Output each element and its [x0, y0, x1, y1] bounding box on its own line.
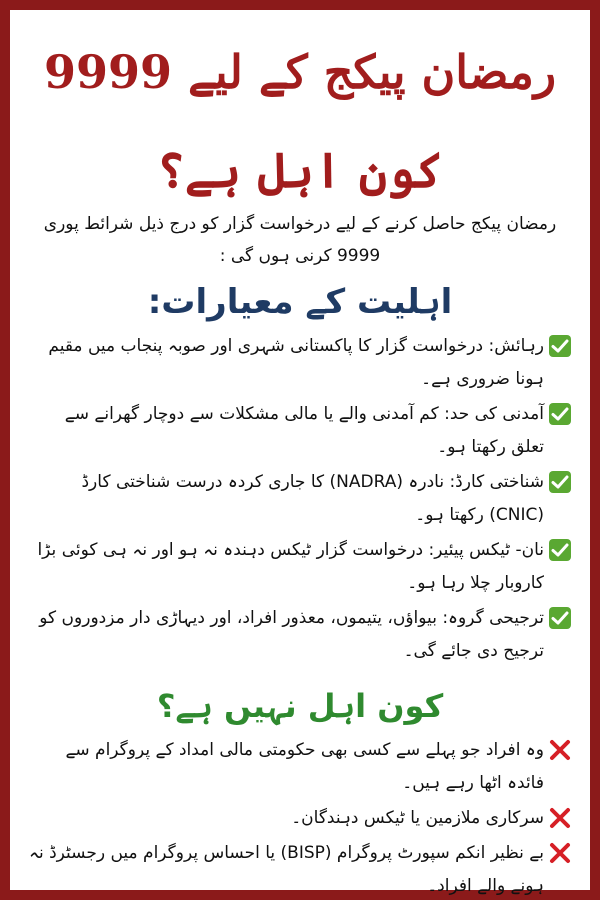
eligibility-item-text: شناختی کارڈ: نادرہ (NADRA) کا جاری کردہ درست شناختی کارڈ (CNIC) رکھتا ہو۔ [81, 472, 544, 525]
ineligible-item-text: وہ افراد جو پہلے سے کسی بھی حکومتی مالی امداد کے پروگرام سے فائدہ اٹھا رہے ہیں۔ [65, 740, 544, 793]
eligibility-list [28, 330, 572, 668]
ineligible-item [28, 802, 572, 835]
cross-icon [548, 738, 572, 762]
ineligible-heading: کون اہل نہیں ہے؟ [156, 687, 444, 725]
ineligible-item [28, 734, 572, 800]
check-box-icon [548, 606, 572, 630]
eligibility-item-text: آمدنی کی حد: کم آمدنی والے یا مالی مشکلات سے دوچار گھرانے سے تعلق رکھتا ہو۔ [64, 404, 544, 457]
eligibility-item [28, 534, 572, 600]
eligibility-item-text: ترجیحی گروہ: بیواؤں، یتیموں، معذور افراد، اور دیہاڑی دار مزدوروں کو ترجیح دی جائے گی۔ [39, 608, 544, 661]
title-line-2: کون اہل ہے؟ [156, 143, 444, 199]
eligibility-item-text: نان- ٹیکس پیئیر: درخواست گزار ٹیکس دہندہ نہ ہو اور نہ ہی کوئی بڑا کاروبار چلا رہا ہو۔ [37, 540, 544, 593]
ineligible-list [28, 734, 572, 903]
ineligible-item [28, 837, 572, 903]
eligibility-heading: اہلیت کے معیارات: [147, 282, 453, 322]
check-box-icon [548, 538, 572, 562]
eligibility-item [28, 466, 572, 532]
eligibility-item-text: رہائش: درخواست گزار کا پاکستانی شہری اور صوبہ پنجاب میں مقیم ہونا ضروری ہے۔ [48, 336, 544, 389]
cross-icon [548, 806, 572, 830]
ineligible-item-text: سرکاری ملازمین یا ٹیکس دہندگان۔ [291, 808, 544, 828]
ineligible-item-text: بے نظیر انکم سپورٹ پروگرام (BISP) یا احساس پروگرام میں رجسٹرڈ نہ ہونے والے افراد۔ [29, 843, 544, 896]
cross-icon [548, 841, 572, 865]
poster-content [28, 24, 572, 896]
eligibility-item [28, 602, 572, 668]
eligibility-item [28, 330, 572, 396]
check-box-icon [548, 470, 572, 494]
title-line-1: رمضان پیکج کے لیے 9999 [43, 45, 557, 99]
intro-text: رمضان پیکج حاصل کرنے کے لیے درخواست گزار کو درج ذیل شرائط پوری 9999 کرنی ہوں گی : [43, 214, 557, 266]
eligibility-item [28, 398, 572, 464]
check-box-icon [548, 402, 572, 426]
check-box-icon [548, 334, 572, 358]
